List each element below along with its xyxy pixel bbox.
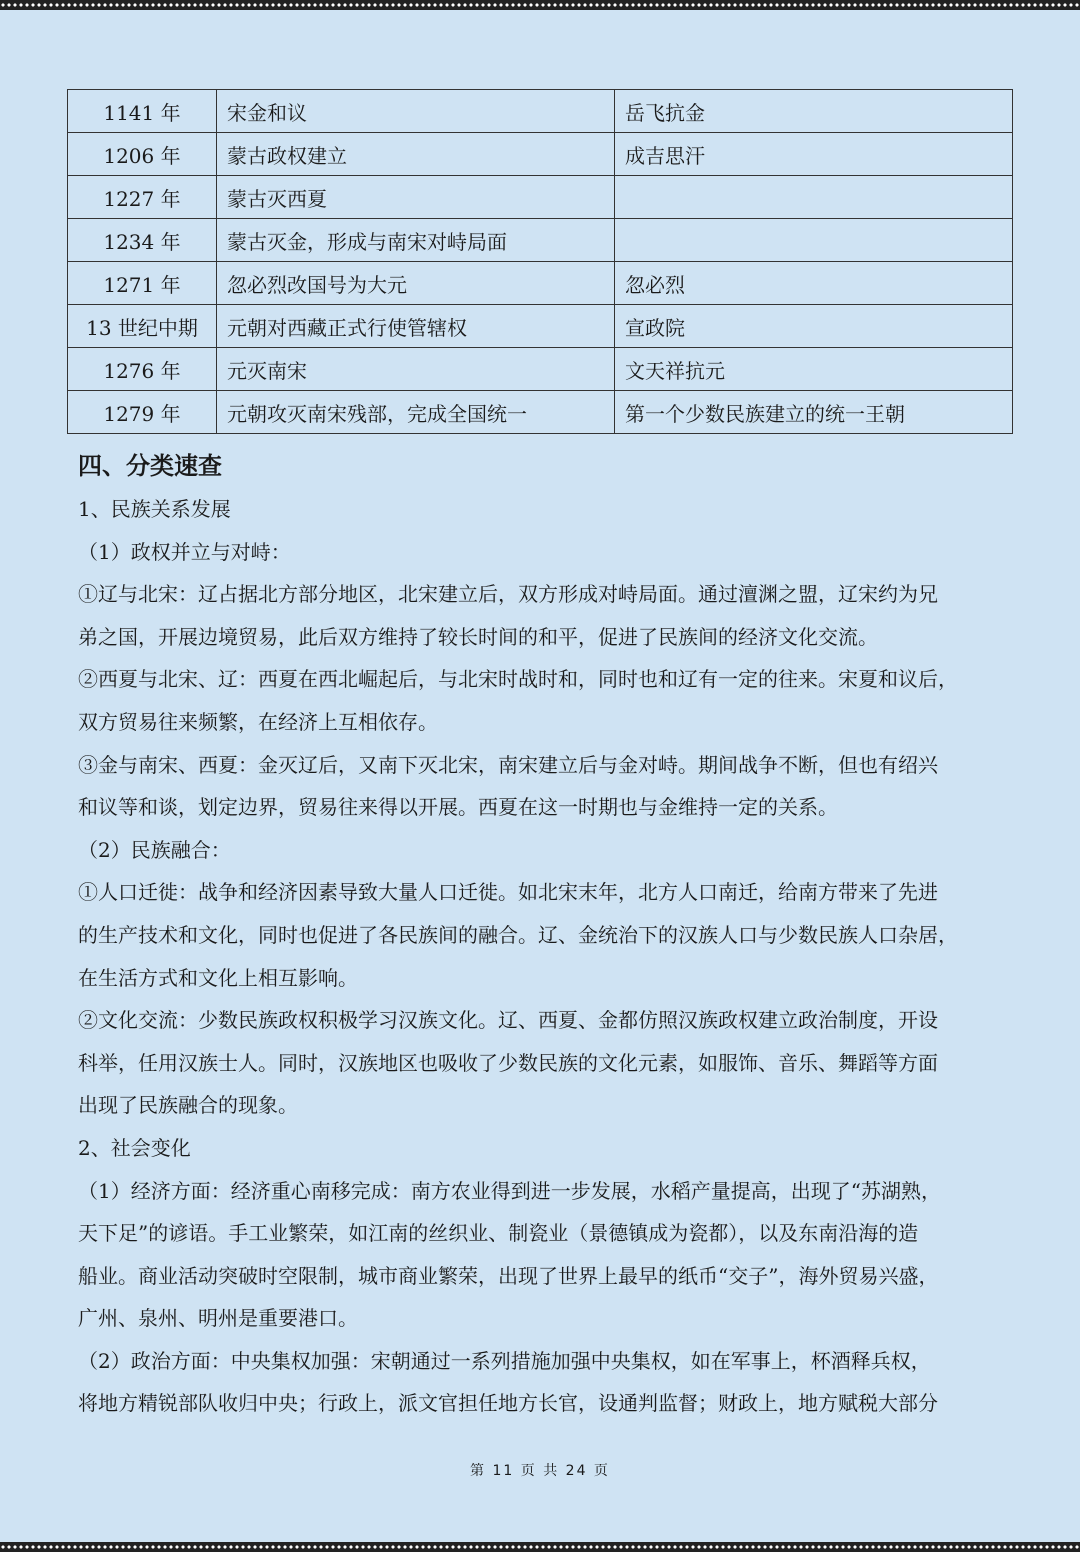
note-cell: 忽必烈 <box>615 262 1013 305</box>
events-table-body <box>68 90 1013 434</box>
text-line: 弟之国，开展边境贸易，此后双方维持了较长时间的和平，促进了民族间的经济文化交流。 <box>78 624 878 649</box>
text-line: ②文化交流：少数民族政权积极学习汉族文化。辽、西夏、金都仿照汉族政权建立政治制度，开设 <box>78 1008 938 1033</box>
year-cell: 1279 年 <box>68 391 217 434</box>
event-cell: 宋金和议 <box>217 90 615 133</box>
year-cell: 1276 年 <box>68 348 217 391</box>
text-line: 的生产技术和文化，同时也促进了各民族间的融合。辽、金统治下的汉族人口与少数民族人口杂居， <box>78 922 958 947</box>
event-cell: 元灭南宋 <box>217 348 615 391</box>
table-row <box>68 219 1013 262</box>
section-content <box>78 444 1004 1425</box>
note-cell <box>615 219 1013 262</box>
year-cell: 1234 年 <box>68 219 217 262</box>
text-line: 1、民族关系发展 <box>78 497 231 521</box>
event-cell: 元朝攻灭南宋残部，完成全国统一 <box>217 391 615 434</box>
year-cell: 1206 年 <box>68 133 217 176</box>
note-cell: 成吉思汗 <box>615 133 1013 176</box>
page-footer: 第 11 页 共 24 页 <box>470 1463 610 1479</box>
note-cell: 第一个少数民族建立的统一王朝 <box>615 391 1013 434</box>
event-cell: 蒙古灭西夏 <box>217 176 615 219</box>
event-cell: 蒙古灭金，形成与南宋对峙局面 <box>217 219 615 262</box>
text-line: 科举，任用汉族士人。同时，汉族地区也吸收了少数民族的文化元素，如服饰、音乐、舞蹈等方面 <box>78 1050 938 1075</box>
text-line: 将地方精锐部队收归中央；行政上，派文官担任地方长官，设通判监督；财政上，地方赋税大部分 <box>78 1391 938 1416</box>
year-cell: 13 世纪中期 <box>68 305 217 348</box>
text-line: ①人口迁徙：战争和经济因素导致大量人口迁徙。如北宋末年，北方人口南迁，给南方带来了先进 <box>78 880 938 905</box>
note-cell: 宣政院 <box>615 305 1013 348</box>
text-line: 出现了民族融合的现象。 <box>78 1093 298 1118</box>
note-cell: 岳飞抗金 <box>615 90 1013 133</box>
text-line: 广州、泉州、明州是重要港口。 <box>78 1306 358 1331</box>
event-cell: 元朝对西藏正式行使管辖权 <box>217 305 615 348</box>
event-cell: 忽必烈改国号为大元 <box>217 262 615 305</box>
text-line: ①辽与北宋：辽占据北方部分地区，北宋建立后，双方形成对峙局面。通过澶渊之盟，辽宋约为兄 <box>78 582 938 607</box>
section-heading: 四、分类速查 <box>78 452 222 480</box>
text-line: ③金与南宋、西夏：金灭辽后，又南下灭北宋，南宋建立后与金对峙。期间战争不断，但也有绍兴 <box>78 752 938 777</box>
table-row <box>68 391 1013 434</box>
text-line: （1）政权并立与对峙： <box>78 539 291 564</box>
text-line: 在生活方式和文化上相互影响。 <box>78 965 358 990</box>
note-cell: 文天祥抗元 <box>615 348 1013 391</box>
text-line: （2）政治方面：中央集权加强：宋朝通过一系列措施加强中央集权，如在军事上，杯酒释兵权， <box>78 1348 931 1373</box>
table-row <box>68 348 1013 391</box>
year-cell: 1271 年 <box>68 262 217 305</box>
section-body <box>78 488 1004 1425</box>
events-table <box>67 89 1013 434</box>
text-line: ②西夏与北宋、辽：西夏在西北崛起后，与北宋时战时和，同时也和辽有一定的往来。宋夏和议后， <box>78 667 958 692</box>
text-line: （1）经济方面：经济重心南移完成：南方农业得到进一步发展，水稻产量提高，出现了“苏湖熟， <box>78 1178 941 1203</box>
text-line: 天下足”的谚语。手工业繁荣，如江南的丝织业、制瓷业（景德镇成为瓷都），以及东南沿海的造 <box>78 1221 919 1246</box>
table-row <box>68 133 1013 176</box>
table-row <box>68 305 1013 348</box>
table-row <box>68 176 1013 219</box>
text-line: （2）民族融合： <box>78 837 231 862</box>
text-line: 2、社会变化 <box>78 1135 191 1160</box>
year-cell: 1141 年 <box>68 90 217 133</box>
note-cell <box>615 176 1013 219</box>
table-row <box>68 262 1013 305</box>
decorative-bottom-border <box>0 1542 1080 1552</box>
text-line: 船业。商业活动突破时空限制，城市商业繁荣，出现了世界上最早的纸币“交子”，海外贸易兴盛， <box>78 1263 939 1288</box>
year-cell: 1227 年 <box>68 176 217 219</box>
text-line: 双方贸易往来频繁，在经济上互相依存。 <box>78 709 438 734</box>
decorative-top-border <box>0 0 1080 10</box>
event-cell: 蒙古政权建立 <box>217 133 615 176</box>
text-line: 和议等和谈，划定边界，贸易往来得以开展。西夏在这一时期也与金维持一定的关系。 <box>78 795 838 820</box>
table-row <box>68 90 1013 133</box>
